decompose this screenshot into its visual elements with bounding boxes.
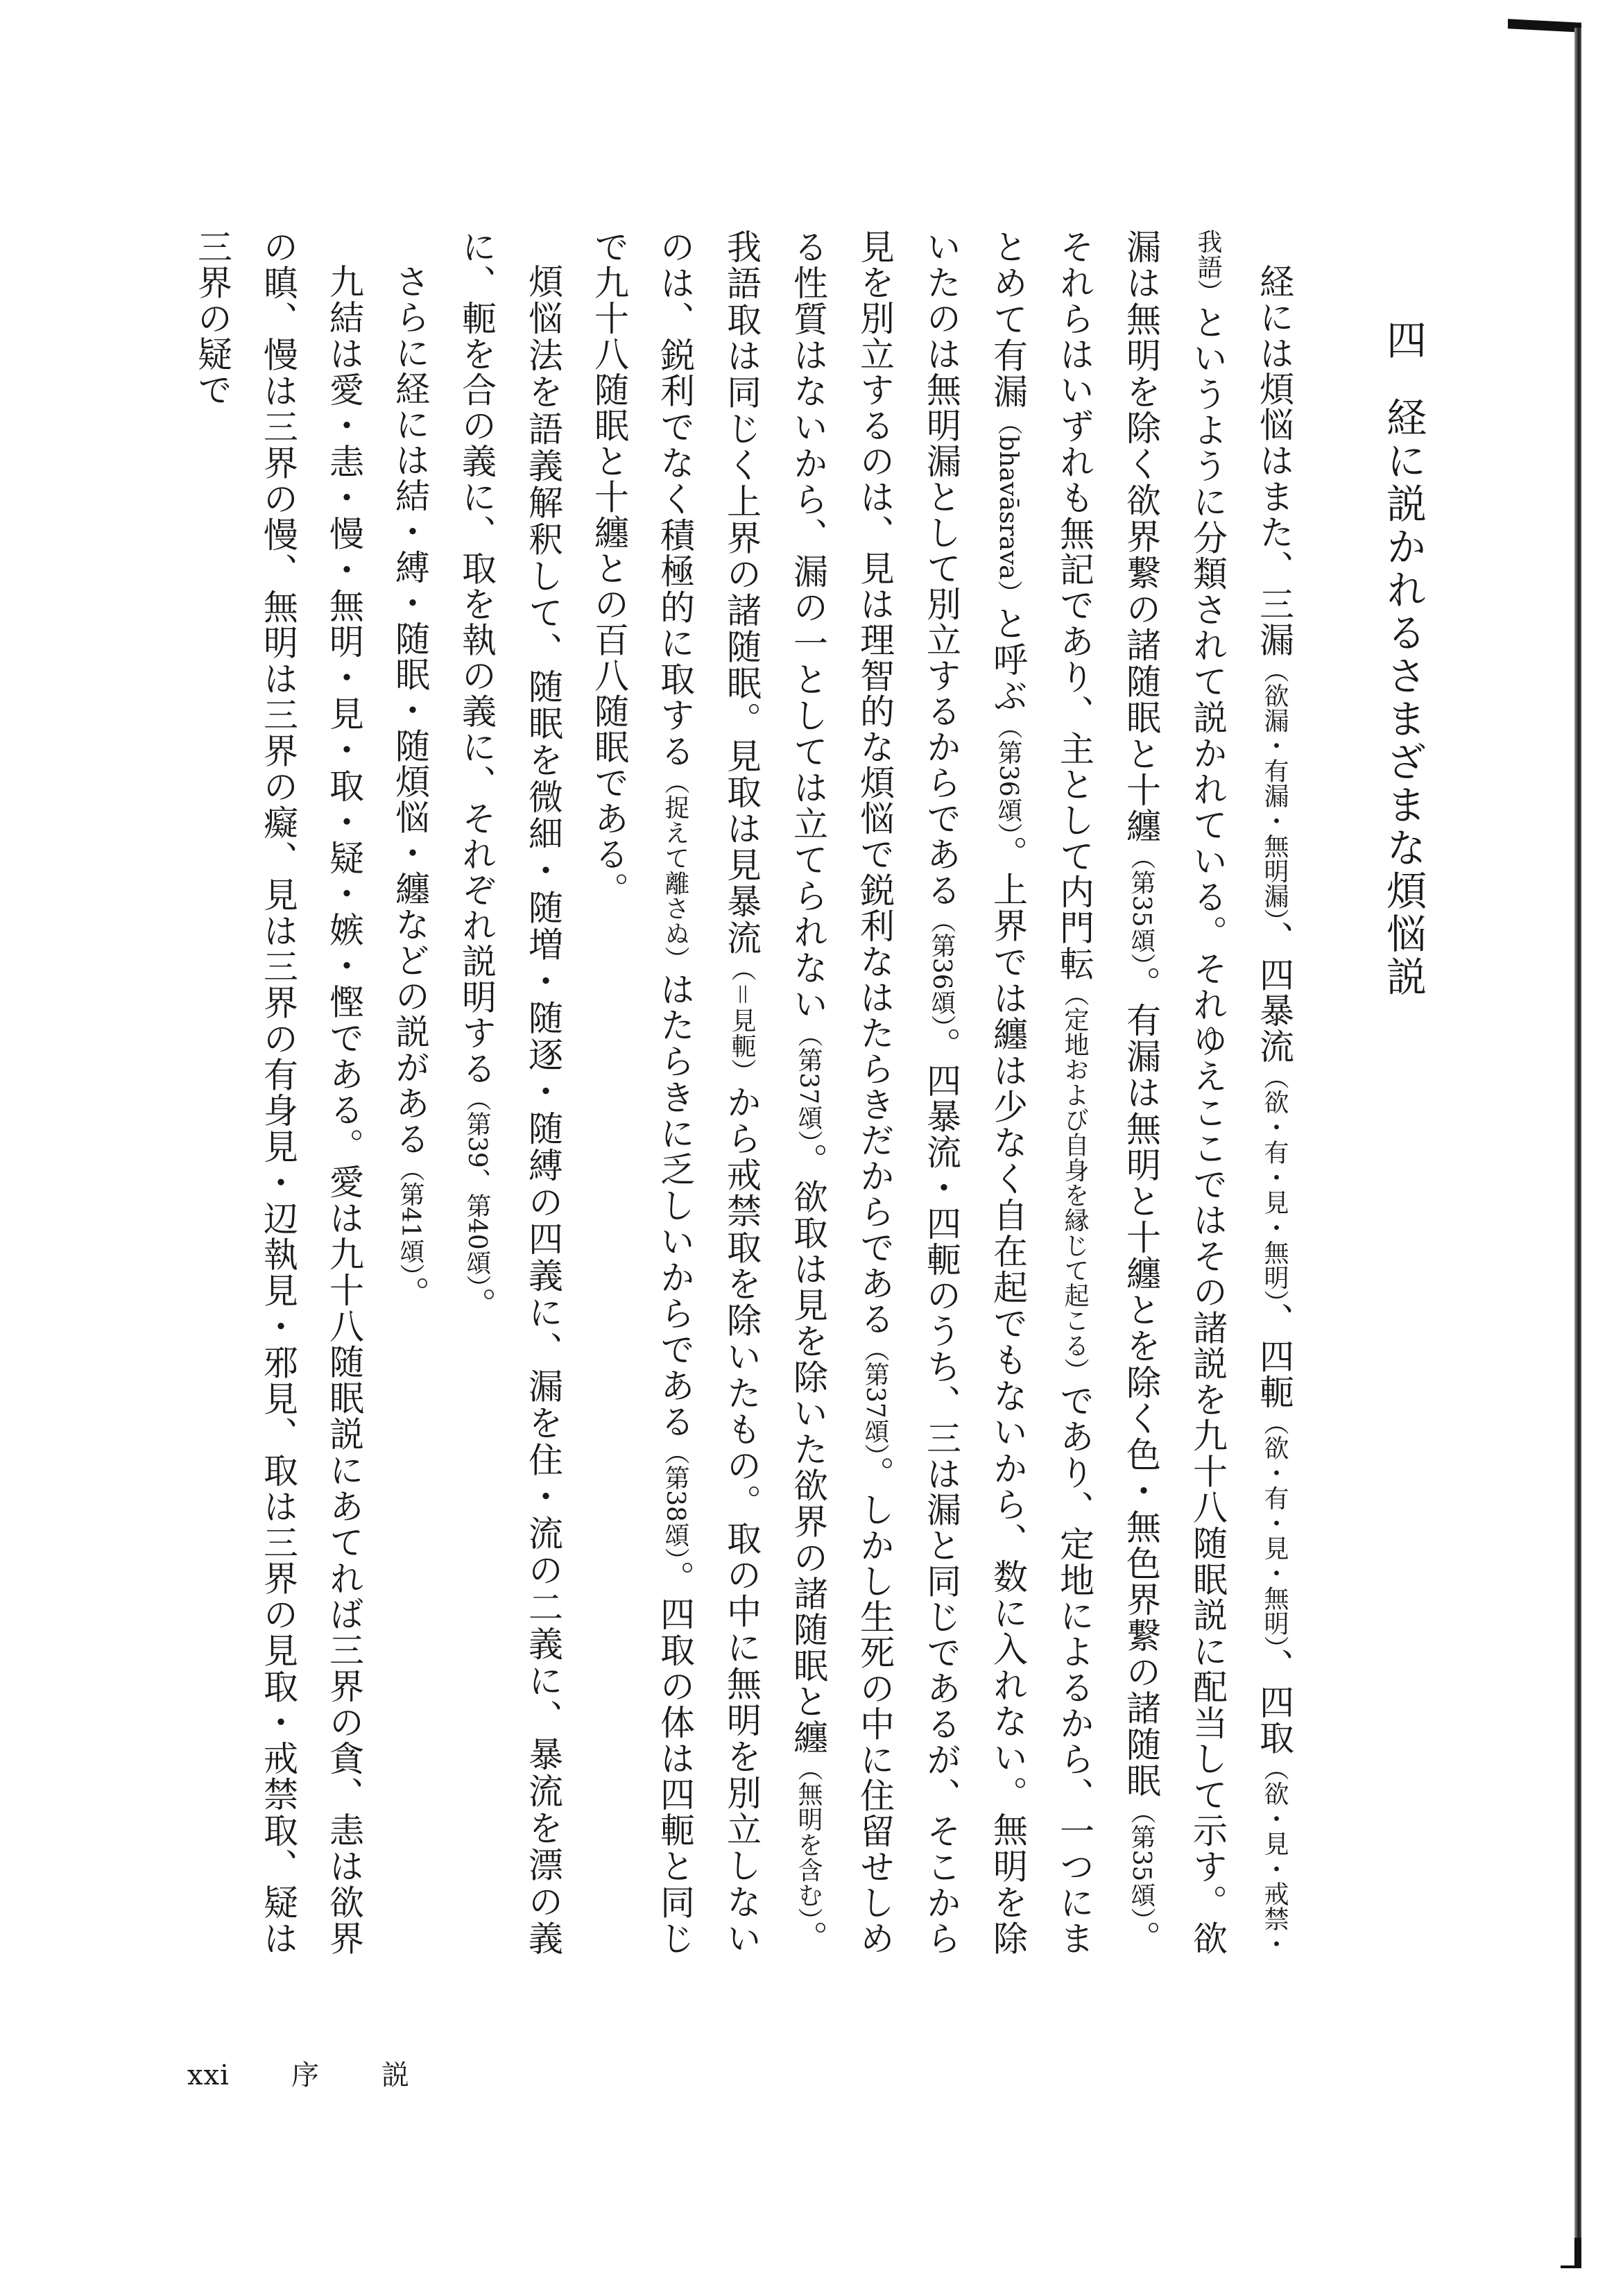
inline-note: （bhavāsrava） [994, 409, 1022, 606]
paragraph-text: と呼ぶ [988, 606, 1028, 714]
paragraph-text: 煩悩法を語義解釈して、随眠を微細・随増・随逐・随縛の四義に、漏を住・流の二義に、暴流を漂の義に、軛を合の義に、取を執の義に、それぞれ説明する [456, 229, 563, 1956]
page-corner-mark [1508, 19, 1581, 53]
paragraph-text: はたらきに乏しいからである [655, 971, 695, 1440]
inline-note: （欲・有・見・無明） [1260, 1410, 1289, 1649]
inline-note: （第35頌） [1127, 844, 1156, 966]
inline-note: （定地および自身を縁じて起こる） [1060, 981, 1089, 1383]
paragraph-text: から戒禁取を除いたもの。取の中に無明を別立しないのは、鋭利でなく積極的に取する [655, 229, 762, 1956]
body-paragraph [179, 229, 377, 1956]
body-paragraph [576, 229, 1307, 1956]
section-title: 経に説かれるさまざまな煩悩説 [1380, 397, 1427, 999]
paragraph-text: 。上界では纏は少なく自在起でもないから、数に入れない。無明を除いたのは無明漏として別立するからである [921, 229, 1028, 1957]
inline-note: （欲・有・見・無明） [1260, 1064, 1289, 1303]
inline-note: （第35頌） [1127, 1799, 1156, 1921]
inline-note: （欲・見・戒禁・我語） [1194, 229, 1289, 1957]
paragraph-text: 。 [456, 1287, 497, 1323]
paragraph-text: 。四取の体は四軛と同じで九十八随眠と十纏との百八随眠である。 [589, 229, 695, 1957]
paragraph-text: 。しかし生死の中に住留せしめる性質はないから、漏の一としては立てられない [788, 229, 895, 1957]
page-spine-edge [1574, 28, 1581, 2261]
paragraph-text: 九結は愛・恚・慢・無明・見・取・疑・嫉・慳である。愛は九十八随眠説にあてれば三界の貪、恚は欲界の瞋、慢は三界の慢、無明は三界の癡、見は三界の有身見・辺執見・邪見、取は三界の見取・戒禁取、疑は三界の疑で [192, 229, 364, 1956]
inline-note: （第36頌） [994, 714, 1022, 836]
paragraph-text: というように分類されて説かれている。それゆえここではその諸説を九十八随眠説に配当して示す。欲漏は無明を除く欲界繋の諸随眠と十纏 [1121, 229, 1228, 1957]
page-number: xxi [187, 2059, 230, 2091]
paragraph-text: さらに経には結・縛・随眠・随煩悩・纏などの説がある [390, 264, 430, 1157]
page-corner-mark-bottom [1561, 2238, 1581, 2268]
paragraph-text: 。我語取は同じく上界の諸随眠。見取は見暴流 [721, 229, 828, 1957]
body-paragraph [377, 229, 443, 1956]
body-paragraphs [179, 229, 1307, 1956]
paragraph-text: 。それらはいずれも無記であり、主として内門転 [1054, 229, 1161, 1956]
section-heading [1370, 319, 1436, 1956]
page-footer [187, 2053, 472, 2093]
paragraph-text: 。四暴流・四軛のうち、三は漏と同じであるが、そこから見を別立するのは、見は理智的な煩悩で鋭利なはたらきだからである [855, 229, 961, 1957]
running-title: 序説 [291, 2059, 472, 2091]
paragraph-text: 、四暴流 [1254, 920, 1294, 1065]
paragraph-text: 。 [390, 1276, 430, 1312]
paragraph-text: 。欲取は見を除いた欲界の諸随眠と纏 [788, 1142, 828, 1756]
paragraph-text: 、四軛 [1254, 1302, 1294, 1410]
main-text [166, 229, 1436, 1956]
body-paragraph [443, 229, 576, 1956]
inline-note: （無明を含む） [794, 1756, 823, 1921]
section-number: 四 [1380, 319, 1427, 362]
paragraph-text: 。有漏は無明と十纏とを除く色・無色界繋の諸随眠 [1121, 966, 1161, 1799]
inline-note: （第41頌） [396, 1156, 424, 1276]
inline-note: （第37頌） [794, 1022, 823, 1143]
inline-note: （欲漏・有漏・無明漏） [1260, 658, 1289, 921]
inline-note: （第39、第40頌） [463, 1086, 491, 1287]
inline-note: （第38頌） [661, 1439, 689, 1561]
inline-note: （捉えて離さぬ） [661, 769, 689, 972]
inline-note: （第36頌） [927, 907, 956, 1027]
inline-note: （＝見軛） [728, 956, 756, 1084]
paragraph-text: 経には煩悩はまた、三漏 [1254, 264, 1294, 658]
paragraph-text: であり、定地によるから、一つにまとめて有漏 [988, 229, 1094, 1957]
inline-note: （第37頌） [861, 1336, 889, 1456]
paragraph-text: 、四取 [1254, 1648, 1294, 1756]
